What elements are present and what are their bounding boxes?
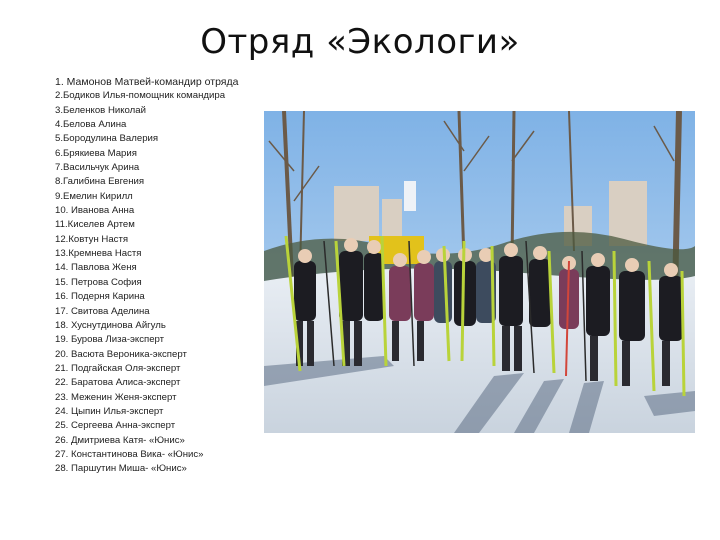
list-item: 14. Павлова Женя bbox=[55, 262, 137, 274]
list-item: 19. Бурова Лиза-эксперт bbox=[55, 334, 165, 346]
list-item: 27. Константинова Вика- «Юнис» bbox=[55, 448, 204, 460]
list-item: 10. Иванова Анна bbox=[55, 205, 135, 217]
group-photo-image bbox=[264, 111, 695, 433]
list-item: 15. Петрова София bbox=[55, 276, 142, 288]
list-item: 16. Подерня Карина bbox=[55, 291, 145, 303]
list-item: 12.Ковтун Настя bbox=[55, 233, 129, 245]
list-item: 22. Баратова Алиса-эксперт bbox=[55, 377, 181, 389]
list-item: 9.Емелин Кирилл bbox=[55, 190, 133, 202]
list-item: 1. Мамонов Матвей-командир отряда bbox=[55, 76, 239, 88]
member-list bbox=[55, 75, 265, 477]
list-item: 24. Цыпин Илья-эксперт bbox=[55, 405, 164, 417]
slide-title: Отряд «Экологи» bbox=[200, 22, 520, 62]
list-item: 2.Бодиков Илья-помощник командира bbox=[55, 90, 226, 102]
list-item: 23. Меженин Женя-эксперт bbox=[55, 391, 177, 403]
list-item: 5.Бородулина Валерия bbox=[55, 133, 159, 145]
list-item: 20. Васюта Вероника-эксперт bbox=[55, 348, 187, 360]
group-photo bbox=[264, 111, 695, 433]
list-item: 11.Киселев Артем bbox=[55, 219, 135, 231]
list-item: 28. Паршутин Миша- «Юнис» bbox=[55, 463, 187, 475]
list-item: 7.Васильчук Арина bbox=[55, 162, 140, 174]
list-item: 21. Подгайская Оля-эксперт bbox=[55, 362, 181, 374]
list-item: 18. Хуснутдинова Айгуль bbox=[55, 319, 166, 331]
list-item: 26. Дмитриева Катя- «Юнис» bbox=[55, 434, 185, 446]
list-item: 17. Свитова Аделина bbox=[55, 305, 150, 317]
list-item: 13.Кремнева Настя bbox=[55, 248, 142, 260]
list-item: 25. Сергеева Анна-эксперт bbox=[55, 420, 176, 432]
list-item: 3.Беленков Николай bbox=[55, 104, 146, 116]
list-item: 8.Галибина Евгения bbox=[55, 176, 145, 188]
list-item: 6.Брякиева Мария bbox=[55, 147, 137, 159]
list-item: 4.Белова Алина bbox=[55, 119, 127, 131]
